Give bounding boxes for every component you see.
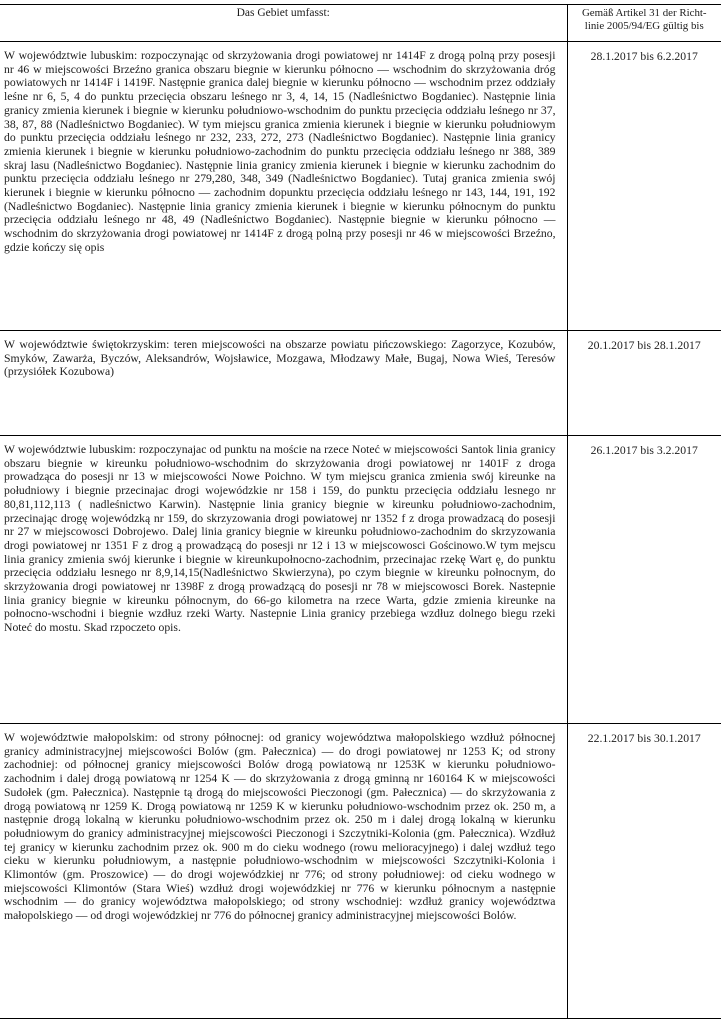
table-row	[0, 42, 721, 331]
table-header-row	[0, 5, 721, 42]
area-description-malopolskie: W województwie małopolskim: od strony północnej: od granicy województwa małopolskiego wzdłuż północnej granicy administracyjnej miejscowości Bolów (gm. Pałecznica) — do drogi powiatowej nr 1253 K; od strony zachodniej: od północnej granicy miejscowości Bolów drogą powiatową nr 1253K w kierunku południowo-zachodnim i dalej drogą powiatową nr 1254 K — do skrzyżowania z drogą gminną nr 160164 K w miejscowości Sudołek (gm. Pałecznica). Następnie tą drogą do miejscowości Pieczonogi (gm. Pałecznica) — do skrzyżowania z drogą powiatową nr 1259 K. Drogą powiatową nr 1259 K w kierunku południowo-wschodnim przez ok. 250 m, a następnie drogą lokalną w kierunku południowo-wschodnim przez ok. 250 m i dalej drogą lokalną w kierunku południowym do granicy administracyjnej miejscowości Pieczonogi i Szczytniki-Kolonia (gm. Pałecznica). Wzdłuż tej granicy w kierunku zachodnim przez ok. 900 m do cieku wodnego (rowu melioracyjnego) i dalej wzdłuż tego cieku w kierunku południowym, a następnie południowo-wschodnim w miejscowości Szczytniki-Kolonia i Klimontów (gm. Proszowice) — do drogi wojewódzkiej nr 776; od strony południowej: od cieku wodnego w miejscowości Klimontów (Stara Wieś) wzdłuż drogi wojewódzkiej nr 776 w kierunku północnym a następnie wschodnim — do granicy województwa małopolskiego; od strony wschodniej: wzdłuż granicy województwa małopolskiego — od drogi wojewódzkiej nr 776 do północnej granicy administracyjnej miejscowości Bolów.	[0, 724, 567, 1019]
table-row	[0, 724, 721, 1019]
column-header-validity-line1: Gemäß Artikel 31 der Richt-	[581, 7, 707, 19]
table-row	[0, 436, 721, 724]
validity-date: 20.1.2017 bis 28.1.2017	[567, 331, 721, 436]
gebiet-table	[0, 4, 721, 1019]
area-description-lubuskie-santok: W województwie lubuskim: rozpoczynajac od punktu na moście na rzece Noteć w miejscowości Santok linia granicy obszaru biegnie w kireunku południowo-wschodnim do skrzyżowania drogi powiatowej nr 1401F z droga prowadząca do posesji nr 13 w miejscowości Nowe Poichno. W tym miejscu granica zmienia swój kireunke na południowy i biegnie przecinajac drogi wojewódzkie nr 158 i 159, do punktu przecięcia oddziału lesnego nr 80,81,112,113 ( nadleśnictwo Karwin). Następnie linia granicy biegnie w kireunku południowo-zachodnim, przecinając drogę wojewódzką nr 159, do skrzyzowania drogi powiatowej nr 1352 f z droga prowadzacą do posesji nr 27 w miejscowosci Dobrojewo. Dalej linia granicy biegnie w kireunku południowo-zachodnim do skrzyzowania drogi powiatowej nr 1351 F z drog ą prowadzącą do posesji nr 12 i 13 w miejscowosci Gościnowo.W tym mejscu linia granicy zmienia swój kierunke i biegnie w kireunkupołnocno-zachodnim, przecinajac rzekę Wart ę, do punktu przecięcia oddziału lesnego nr 8,9,14,15(Nadleśnictwo Skwierzyna), po czym biegnie w kireunku połnocnym, do skrzyżowania drogi powiatowej nr 1398F z drogą prowadzącą do posesji nr 78 w miejscowosci Borek. Nastepnie linia granicy biegnie w kireunku północnym, do 66-go kilometra na rzece Warta, gdzie zmienia kireunke na połnocno-wschodni i biegnie wzdłuz rzeki Warty. Nastepnie Linia granicy przebiega wzdłuz dolnego biegu rzeki Noteć do mostu. Skad rzpoczeto opis.	[0, 436, 567, 724]
area-description-lubuskie-brzezno: W województwie lubuskim: rozpoczynając od skrzyżowania drogi powiatowej nr 1414F z drogą polną przy posesji nr 46 w miejscowości Brzeźno granica obszaru biegnie w kierunku północno — wschodnim do skrzyżowania dróg powiatowych nr 1414F i 1419F. Następnie granica dalej biegnie w kierunku północno — wschodnim przez oddziały leśne nr 6, 5, 4 do punktu przecięcia obszaru leśnego nr 3, 4, 14, 15 (Nadleśnictwo Bogdaniec). Następnie linia granicy zmienia kierunek i biegnie w kierunku południowo-wschodnim do punktu przecięcia oddziału leśnego nr 37, 38, 87, 88 (Nadleśnictwo Bogdaniec). W tym miejscu granica zmienia kierunek i biegnie w kierunku południowym do punktu przecięcia oddziału leśnego nr 232, 233, 272, 273 (Nadleśnictwo Bogdaniec). Następnie linia granicy zmienia kierunek i biegnie w kierunku południowo-zachodnim do punktu przecięcia oddziału leśnego nr 388, 389 skraj lasu (Nadleśnictwo Bogdaniec). Następnie linia granicy zmienia kierunek i biegnie w kierunku zachodnim do punktu przecięcia oddziału leśnego nr 279,280, 348, 349 (Nadleśnictwo Bogdaniec). Tutaj granica zmienia swój kierunek i biegnie w kierunku północno — zachodnim dopunktu przecięcia oddziału leśnego nr 143, 144, 191, 192 (Nadleśnictwo Bogdaniec). Następnie linia granicy zmienia kierunek i biegnie w kierunku północnym do punktu przecięcia oddziału leśnego nr 48, 49 (Nadleśnictwo Bogdaniec). Następnie biegnie w kierunku północno — wschodnim do skrzyżowania drogi powiatowej nr 1414F z drogą polną przy posesji nr 46 w miejscowości Brzeźno, gdzie kończy się opis	[0, 42, 567, 331]
area-description-swietokrzyskie: W województwie świętokrzyskim: teren miejscowości na obszarze powiatu pińczowskiego: Zagorzyce, Kozubów, Smyków, Zawarża, Byczów, Aleksandrów, Wojsławice, Mozgawa, Młodzawy Małe, Bugaj, Nowa Wieś, Teresów (przysiółek Kozubowa)	[0, 331, 567, 436]
column-header-validity-line2: linie 2005/94/EG gültig bis	[584, 20, 704, 32]
validity-date: 28.1.2017 bis 6.2.2017	[567, 42, 721, 331]
table-row	[0, 331, 721, 436]
validity-date: 22.1.2017 bis 30.1.2017	[567, 724, 721, 1019]
column-header-area: Das Gebiet umfasst:	[0, 5, 567, 42]
column-header-validity	[567, 5, 721, 42]
validity-date: 26.1.2017 bis 3.2.2017	[567, 436, 721, 724]
